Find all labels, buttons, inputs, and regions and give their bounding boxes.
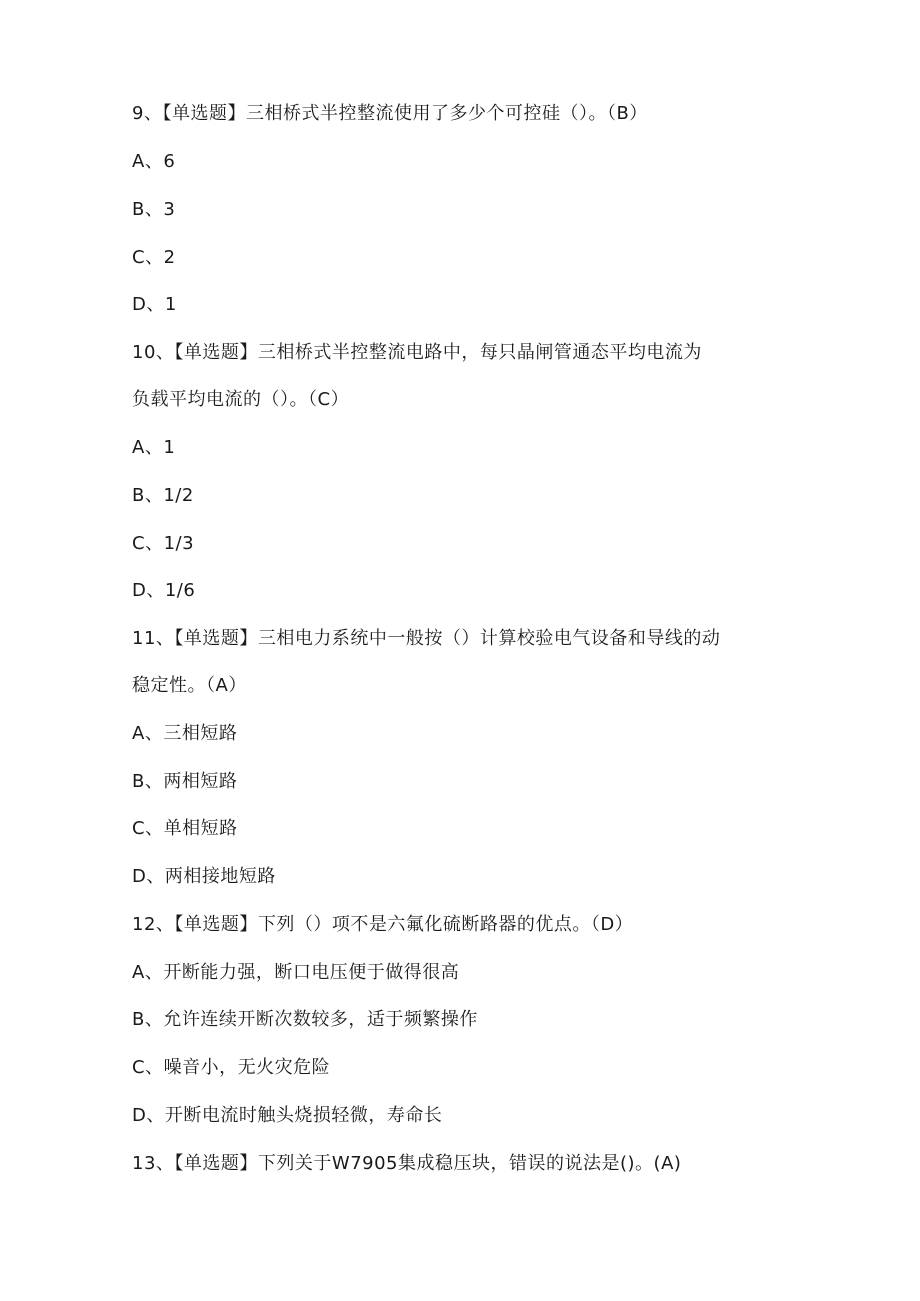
question-10-option-b: B、1/2: [132, 485, 194, 506]
question-10-stem-line-2: 负载平均电流的（）。（C）: [132, 389, 350, 410]
question-12-option-d: D、开断电流时触头烧损轻微，寿命长: [132, 1105, 443, 1126]
question-12-option-b: B、允许连续开断次数较多，适于频繁操作: [132, 1009, 478, 1030]
question-10-stem-line-1: 10、【单选题】三相桥式半控整流电路中，每只晶闸管通态平均电流为: [132, 342, 702, 363]
question-9-option-b: B、3: [132, 199, 176, 220]
question-11-stem-line-1: 11、【单选题】三相电力系统中一般按（）计算校验电气设备和导线的动: [132, 628, 721, 649]
question-9-option-a: A、6: [132, 151, 176, 172]
question-10-option-d: D、1/6: [132, 580, 196, 601]
question-12-option-c: C、噪音小，无火灾危险: [132, 1057, 331, 1078]
question-13-stem: 13、【单选题】下列关于W7905集成稳压块，错误的说法是()。(A): [132, 1153, 682, 1174]
question-11-option-d: D、两相接地短路: [132, 866, 276, 887]
question-10-option-a: A、1: [132, 437, 176, 458]
question-10-option-c: C、1/3: [132, 533, 195, 554]
question-11-option-a: A、三相短路: [132, 723, 238, 744]
question-9-option-c: C、2: [132, 247, 176, 268]
question-9-stem: 9、【单选题】三相桥式半控整流使用了多少个可控硅（）。（B）: [132, 103, 648, 124]
question-12-option-a: A、开断能力强，断口电压便于做得很高: [132, 962, 460, 983]
question-11-stem-line-2: 稳定性。（A）: [132, 675, 247, 696]
question-11-option-c: C、单相短路: [132, 818, 238, 839]
question-9-option-d: D、1: [132, 294, 177, 315]
question-12-stem: 12、【单选题】下列（）项不是六氟化硫断路器的优点。（D）: [132, 914, 634, 935]
question-11-option-b: B、两相短路: [132, 771, 238, 792]
